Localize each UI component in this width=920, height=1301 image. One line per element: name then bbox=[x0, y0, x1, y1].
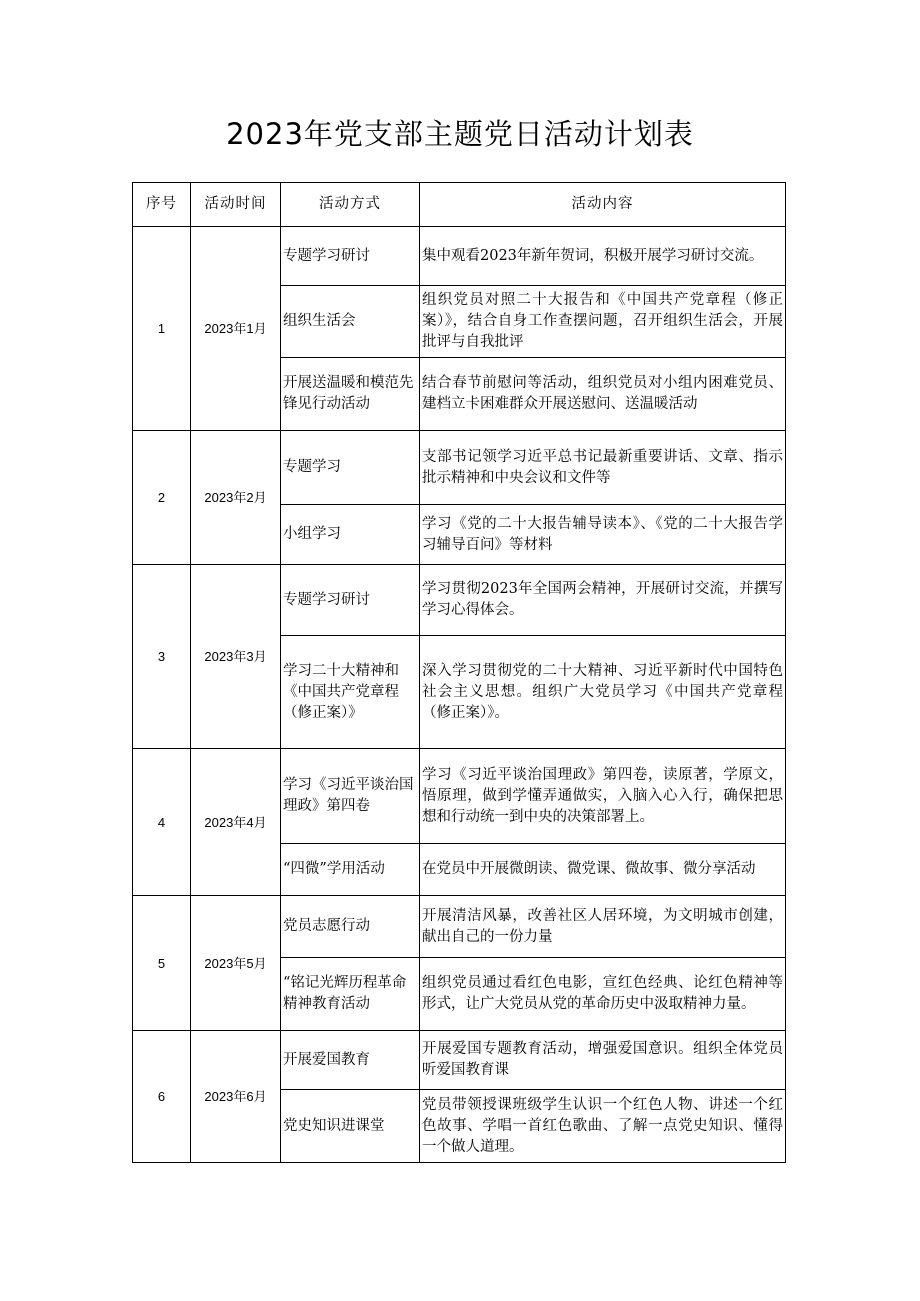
header-content: 活动内容 bbox=[420, 183, 786, 227]
header-method: 活动方式 bbox=[281, 183, 420, 227]
table-row bbox=[133, 227, 786, 286]
activity-content: 在党员中开展微朗读、微党课、微故事、微分享活动 bbox=[420, 844, 786, 896]
activity-content: 学习《党的二十大报告辅导读本》、《党的二十大报告学习辅导百问》等材料 bbox=[420, 505, 786, 565]
month-time: 2023年5月 bbox=[191, 896, 281, 1031]
activity-method: 开展送温暖和模范先锋见行动活动 bbox=[281, 358, 420, 431]
activity-content: 开展爱国专题教育活动，增强爱国意识。组织全体党员听爱国教育课 bbox=[420, 1031, 786, 1090]
activity-method: 党员志愿行动 bbox=[281, 896, 420, 958]
table-row bbox=[133, 431, 786, 505]
activity-plan-table bbox=[132, 182, 786, 1163]
table-row bbox=[133, 565, 786, 636]
month-time: 2023年6月 bbox=[191, 1031, 281, 1163]
header-time: 活动时间 bbox=[191, 183, 281, 227]
month-seq: 1 bbox=[133, 227, 191, 431]
activity-method: 专题学习 bbox=[281, 431, 420, 505]
activity-content: 开展清洁风暴，改善社区人居环境，为文明城市创建，献出自己的一份力量 bbox=[420, 896, 786, 958]
month-time: 2023年1月 bbox=[191, 227, 281, 431]
activity-method: 专题学习研讨 bbox=[281, 227, 420, 286]
month-seq: 5 bbox=[133, 896, 191, 1031]
month-seq: 6 bbox=[133, 1031, 191, 1163]
activity-content: 学习贯彻2023年全国两会精神，开展研讨交流，并撰写学习心得体会。 bbox=[420, 565, 786, 636]
table-row bbox=[133, 1031, 786, 1090]
table-row bbox=[133, 749, 786, 844]
month-seq: 4 bbox=[133, 749, 191, 896]
month-time: 2023年4月 bbox=[191, 749, 281, 896]
activity-content: 集中观看2023年新年贺词，积极开展学习研讨交流。 bbox=[420, 227, 786, 286]
activity-content: 组织党员对照二十大报告和《中国共产党章程（修正案）》，结合自身工作查摆问题，召开组织生活会，开展批评与自我批评 bbox=[420, 286, 786, 358]
activity-method: 开展爱国教育 bbox=[281, 1031, 420, 1090]
activity-content: 深入学习贯彻党的二十大精神、习近平新时代中国特色社会主义思想。组织广大党员学习《中国共产党章程（修正案）》。 bbox=[420, 636, 786, 749]
activity-content: 结合春节前慰问等活动，组织党员对小组内困难党员、建档立卡困难群众开展送慰问、送温暖活动 bbox=[420, 358, 786, 431]
activity-method: “铭记光辉历程革命精神教育活动 bbox=[281, 958, 420, 1031]
month-seq: 2 bbox=[133, 431, 191, 565]
activity-content: 学习《习近平谈治国理政》第四卷，读原著，学原文，悟原理，做到学懂弄通做实，入脑入心入行，确保把思想和行动统一到中央的决策部署上。 bbox=[420, 749, 786, 844]
month-time: 2023年2月 bbox=[191, 431, 281, 565]
activity-method: 学习《习近平谈治国理政》第四卷 bbox=[281, 749, 420, 844]
table-row bbox=[133, 896, 786, 958]
activity-content: 党员带领授课班级学生认识一个红色人物、讲述一个红色故事、学唱一首红色歌曲、了解一点党史知识、懂得一个做人道理。 bbox=[420, 1090, 786, 1163]
table-header-row bbox=[133, 183, 786, 227]
month-seq: 3 bbox=[133, 565, 191, 749]
activity-method: 组织生活会 bbox=[281, 286, 420, 358]
activity-method: 学习二十大精神和《中国共产党章程（修正案）》 bbox=[281, 636, 420, 749]
activity-method: 专题学习研讨 bbox=[281, 565, 420, 636]
page-title: 2023年党支部主题党日活动计划表 bbox=[226, 117, 694, 151]
activity-method: “四微”学用活动 bbox=[281, 844, 420, 896]
month-time: 2023年3月 bbox=[191, 565, 281, 749]
activity-content: 支部书记领学习近平总书记最新重要讲话、文章、指示批示精神和中央会议和文件等 bbox=[420, 431, 786, 505]
activity-method: 党史知识进课堂 bbox=[281, 1090, 420, 1163]
header-seq: 序号 bbox=[133, 183, 191, 227]
activity-content: 组织党员通过看红色电影，宣红色经典、论红色精神等形式，让广大党员从党的革命历史中汲取精神力量。 bbox=[420, 958, 786, 1031]
activity-method: 小组学习 bbox=[281, 505, 420, 565]
